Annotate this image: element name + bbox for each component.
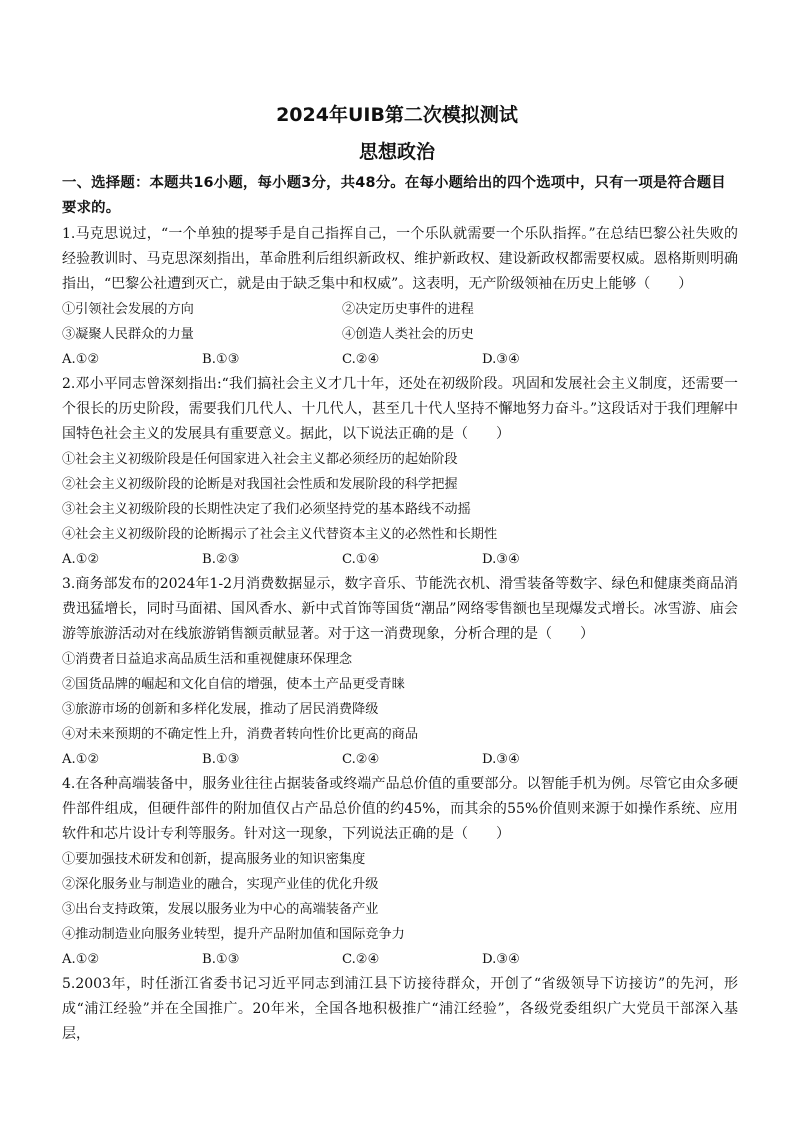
- subject-title: 思想政治: [358, 141, 435, 163]
- statement-option: ②社会主义初级阶段的论断是对我国社会性质和发展阶段的科学把握: [62, 477, 458, 492]
- question-2: [62, 372, 738, 572]
- answer-choice: C.②④: [342, 752, 380, 767]
- answer-choices: [62, 547, 738, 572]
- answer-choice: D.③④: [482, 552, 520, 567]
- answer-choice: B.①③: [202, 352, 240, 367]
- answer-choice: B.①③: [202, 952, 240, 967]
- question-stem: 3.商务部发布的2024年1-2月消费数据显示，数字音乐、节能洗衣机、滑雪装备等数字、绿色和健康类商品消费迅猛增长，同时马面裙、国风香水、新中式首饰等国货“潮品”网络零售额也呈现爆发式增长。冰雪游、庙会游等旅游活动对在线旅游销售额贡献显著。对于这一消费现象，分析合理的是（ ）: [62, 576, 738, 642]
- question-stem: 2.邓小平同志曾深刻指出:“我们搞社会主义才几十年，还处在初级阶段。巩固和发展社会主义制度，还需要一个很长的历史阶段，需要我们几代人、十几代人，甚至几十代人坚持不懈地努力奋斗。”这段话对于我们理解中国特色社会主义的发展具有重要意义。据此，以下说法正确的是（ ）: [62, 376, 738, 442]
- answer-choice: D.③④: [482, 952, 520, 967]
- statement-option: ②国货品牌的崛起和文化自信的增强，使本土产品更受青睐: [62, 677, 405, 692]
- answer-choice: A.①②: [62, 952, 100, 967]
- answer-choices: [62, 347, 738, 372]
- statement-option: ③社会主义初级阶段的长期性决定了我们必须坚持党的基本路线不动摇: [62, 502, 471, 517]
- statement-option: ④对未来预期的不确定性上升，消费者转向性价比更高的商品: [62, 727, 419, 742]
- section-heading: 一、选择题：本题共16小题，每小题3分，共48分。在每小题给出的四个选项中，只有一项是符合题目要求的。: [62, 175, 726, 216]
- exam-title: 2024年UIB第二次模拟测试: [276, 104, 518, 126]
- statement-option: ①引领社会发展的方向: [62, 302, 194, 317]
- question-5: [62, 972, 738, 1047]
- answer-choice: C.①④: [342, 552, 380, 567]
- statement-option: ①要加强技术研发和创新，提高服务业的知识密集度: [62, 852, 366, 867]
- statement-option: ③旅游市场的创新和多样化发展，推动了居民消费降级: [62, 702, 379, 717]
- statement-option: ④创造人类社会的历史: [342, 327, 474, 342]
- statement-option: ④推动制造业向服务业转型，提升产品附加值和国际竞争力: [62, 927, 405, 942]
- question-1: [62, 222, 738, 372]
- statement-option: ①社会主义初级阶段是任何国家进入社会主义都必须经历的起始阶段: [62, 452, 458, 467]
- statement-option: ③出台支持政策，发展以服务业为中心的高端装备产业: [62, 902, 379, 917]
- question-4: [62, 772, 738, 972]
- question-list: [62, 222, 738, 1047]
- answer-choice: D.③④: [482, 752, 520, 767]
- answer-choice: B.①③: [202, 752, 240, 767]
- statement-option: ①消费者日益追求高品质生活和重视健康环保理念: [62, 652, 353, 667]
- answer-choices: [62, 747, 738, 772]
- question-stem: 1.马克思说过，“一个单独的提琴手是自己指挥自己，一个乐队就需要一个乐队指挥。”在总结巴黎公社失败的经验教训时、马克思深刻指出，革命胜利后组织新政权、维护新政权、建设新政权都需要权威。恩格斯则明确指出，“巴黎公社遭到灭亡，就是由于缺乏集中和权威”。这表明，无产阶级领袖在历史上能够（ ）: [62, 226, 738, 292]
- statement-option: ②深化服务业与制造业的融合，实现产业佳的优化升级: [62, 877, 379, 892]
- statement-option: ④社会主义初级阶段的论断揭示了社会主义代替资本主义的必然性和长期性: [62, 527, 498, 542]
- statement-option: ③凝聚人民群众的力量: [62, 327, 194, 342]
- question-3: [62, 572, 738, 772]
- answer-choice: A.①②: [62, 552, 100, 567]
- answer-choice: C.②④: [342, 352, 380, 367]
- answer-choice: D.③④: [482, 352, 520, 367]
- question-stem: 5.2003年，时任浙江省委书记习近平同志到浦江县下访接待群众，开创了“省级领导下访接访”的先河，形成“浦江经验”并在全国推广。20年米，全国各地积极推广“浦江经验”，各级党委组织广大党员干部深入基层，: [62, 976, 738, 1042]
- question-stem: 4.在各种高端装备中，服务业往往占据装备或终端产品总价值的重要部分。以智能手机为例。尽管它由众多硬件部件组成，但硬件部件的附加值仅占产品总价值的约45%，而其余的55%价值则来源于如操作系统、应用软件和芯片设计专利等服务。针对这一现象，下列说法正确的是（ ）: [62, 776, 738, 842]
- answer-choices: [62, 947, 738, 972]
- answer-choice: A.①②: [62, 352, 100, 367]
- answer-choice: B.②③: [202, 552, 240, 567]
- answer-choice: A.①②: [62, 752, 100, 767]
- statement-option: ②决定历史事件的进程: [342, 302, 474, 317]
- statement-options: [62, 297, 738, 347]
- answer-choice: C.②④: [342, 952, 380, 967]
